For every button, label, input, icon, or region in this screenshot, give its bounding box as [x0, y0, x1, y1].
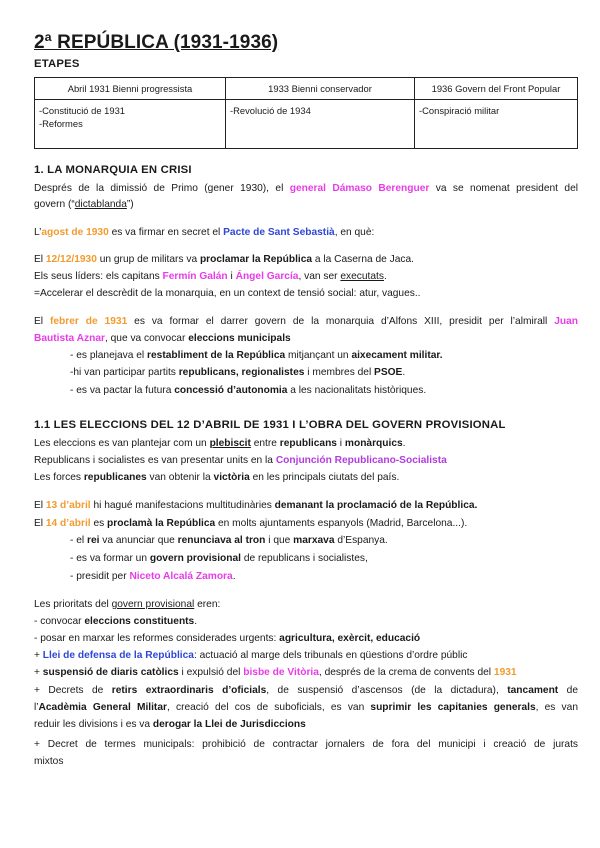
text-run: va anunciar que	[99, 535, 178, 546]
underlined-term: dictablanda	[74, 199, 127, 210]
table-cell	[35, 100, 226, 149]
text-run: - presidit per	[70, 571, 130, 582]
text-run: , de suspensió d’ascensos (de la dictadura),	[266, 685, 508, 696]
underlined-term: plebiscit	[209, 438, 251, 449]
text-run: .	[232, 571, 236, 582]
bold-term: retirs extraordinaris d’oficials	[111, 685, 267, 696]
bold-term: republicans, regionalistes	[178, 367, 305, 378]
list-line	[34, 718, 306, 731]
bold-term: renunciava al tron	[177, 535, 266, 546]
text-run: entre	[250, 438, 280, 449]
highlight-date: 12/12/1930	[45, 254, 97, 265]
text-run: govern (“	[34, 199, 75, 210]
text-run: un grup de militars va	[96, 254, 200, 265]
text-run: .	[402, 367, 406, 378]
bold-term: suspensió de diaris catòlics	[42, 667, 179, 678]
bold-term: proclamar la República	[199, 254, 313, 265]
bullet-line	[70, 552, 368, 565]
paragraph-line	[34, 198, 134, 211]
list-line	[34, 649, 467, 662]
text-run: L’	[34, 227, 42, 238]
paragraph-line	[34, 598, 220, 611]
text-run: , en què:	[334, 227, 375, 238]
list-line	[34, 684, 578, 697]
text-run: El	[34, 254, 46, 265]
text-run: de	[558, 685, 578, 696]
list-line: mixtos	[34, 756, 64, 767]
table-header-row	[35, 78, 578, 100]
bold-term: aixecament militar.	[351, 350, 443, 361]
text-run: -hi van participar partits	[70, 367, 179, 378]
paragraph-line	[34, 315, 578, 328]
highlight-date: 14 d’abril	[45, 518, 91, 529]
text-run: ”)	[126, 199, 134, 210]
bold-term: agricultura, exèrcit, educació	[279, 633, 421, 644]
highlight-law: Llei de defensa de la República	[42, 650, 194, 661]
text-run: i	[336, 438, 345, 449]
text-run: i membres del	[304, 367, 375, 378]
highlight-date: febrer de 1931	[49, 316, 128, 327]
table-header-cell: Abril 1931 Bienni progressista	[35, 78, 226, 100]
bullet-line	[70, 349, 443, 362]
bold-term: eleccions constituents	[84, 616, 195, 627]
text-run: - el	[70, 535, 87, 546]
bold-term: victòria	[213, 472, 250, 483]
section-heading: 1.1 LES ELECCIONS DEL 12 D’ABRIL DE 1931 I L’OBRA DEL GOVERN PROVISIONAL	[34, 419, 506, 431]
text-run: .	[402, 438, 406, 449]
table-header-cell: 1936 Govern del Front Popular	[415, 78, 578, 100]
table-cell	[415, 100, 578, 149]
text-run: en les principals ciutats del país.	[249, 472, 400, 483]
list-line	[34, 666, 517, 679]
paragraph-line	[34, 226, 374, 239]
text-run: Les forces	[34, 472, 84, 483]
bold-term: restabliment de la República	[147, 350, 286, 361]
highlight-person: general Dámaso Berenguer	[289, 183, 430, 194]
text-run: .	[383, 271, 387, 282]
text-run: + Decrets de	[34, 685, 112, 696]
text-run: - es va formar un	[70, 553, 150, 564]
highlight-person: Niceto Alcalá Zamora	[129, 571, 233, 582]
paragraph-line	[34, 182, 578, 195]
text-run: : actuació al marge dels tribunals en qüestions d’ordre públic	[193, 650, 468, 661]
bold-term: suprimir les capitanies generals	[370, 702, 536, 713]
bold-term: tancament	[507, 685, 559, 696]
bold-term: republicanes	[83, 472, 147, 483]
list-line	[34, 615, 197, 628]
text-run: hi hagué manifestacions multitudinàries	[90, 500, 275, 511]
etapes-heading: ETAPES	[34, 58, 80, 70]
bullet-line	[70, 570, 236, 583]
text-run: eren:	[194, 599, 221, 610]
underlined-term: govern provisional	[111, 599, 195, 610]
list-line: + Decret de termes municipals: prohibició de contractar jornalers de fora del municipi i creació de jurats	[34, 739, 578, 750]
page-title: 2ª REPÚBLICA (1931-1936)	[34, 32, 279, 53]
underlined-term: executats	[340, 271, 384, 282]
bold-term: derogar la Llei de Jurisdiccions	[152, 719, 306, 730]
text-run: es	[90, 518, 108, 529]
highlight-date: 13 d’abril	[45, 500, 91, 511]
text-run: d’Espanya.	[334, 535, 388, 546]
paragraph-line	[34, 517, 467, 530]
bold-term: rei	[86, 535, 100, 546]
paragraph-line	[34, 437, 406, 450]
text-run: El	[34, 316, 50, 327]
paragraph-line	[34, 471, 399, 484]
text-run: .	[194, 616, 198, 627]
cell-line: -Constitució de 1931	[39, 105, 125, 116]
paragraph-line	[34, 270, 387, 283]
bold-term: monàrquics	[344, 438, 403, 449]
section-heading: 1. LA MONARQUIA EN CRISI	[34, 164, 192, 176]
highlight-date: agost de 1930	[41, 227, 109, 238]
bullet-line	[70, 534, 388, 547]
paragraph-line	[34, 332, 291, 345]
bold-term: concessió d’autonomia	[174, 385, 288, 396]
text-run: +	[34, 650, 43, 661]
text-run: es va formar el darrer govern de la monarquia d’Alfons XIII, presidit per l’almirall	[127, 316, 555, 327]
highlight-event: Pacte de Sant Sebastià	[223, 227, 335, 238]
text-run: reduir les divisions i es va	[34, 719, 153, 730]
text-run: i	[227, 271, 236, 282]
cell-line: -Conspiració militar	[419, 105, 500, 116]
text-run: - es va pactar la futura	[70, 385, 175, 396]
text-run: , després de la crema de convents del	[318, 667, 494, 678]
cell-line: -Reformes	[39, 118, 83, 129]
text-run: - posar en marxar les reformes considerades urgents:	[34, 633, 280, 644]
bold-term: proclamà la República	[107, 518, 216, 529]
bold-term: Acadèmia General Militar	[38, 702, 167, 713]
bullet-line	[70, 366, 405, 379]
text-run: Els seus líders: els capitans	[34, 271, 163, 282]
text-run: i que	[265, 535, 294, 546]
text-run: de republicans i socialistes,	[240, 553, 368, 564]
list-line	[34, 701, 578, 714]
highlight-person: Bautista Aznar	[34, 333, 105, 344]
text-run: El	[34, 500, 46, 511]
paragraph-line	[34, 454, 447, 467]
text-run: Les eleccions es van plantejar com un	[34, 438, 210, 449]
text-run: El	[34, 518, 46, 529]
etapes-table	[34, 77, 578, 149]
bold-term: republicans	[279, 438, 337, 449]
text-run: l’	[34, 702, 39, 713]
text-run: , van ser	[298, 271, 341, 282]
text-run: , creació del cos de suboficials, es van	[166, 702, 371, 713]
text-run: , es van	[535, 702, 578, 713]
table-row	[35, 100, 578, 149]
cell-line: -Revolució de 1934	[230, 105, 311, 116]
text-run: +	[34, 667, 43, 678]
bold-term: PSOE	[374, 367, 403, 378]
bold-term: demanant la proclamació de la República.	[274, 500, 478, 511]
text-run: i expulsió del	[178, 667, 244, 678]
bold-term: eleccions municipals	[188, 333, 291, 344]
text-run: va se nomenat president del	[429, 183, 578, 194]
bold-term: govern provisional	[149, 553, 241, 564]
text-run: van obtenir la	[146, 472, 214, 483]
bold-term: marxava	[293, 535, 335, 546]
highlight-date: 1931	[493, 667, 517, 678]
text-run: , que va convocar	[104, 333, 189, 344]
text-run: - es planejava el	[70, 350, 148, 361]
text-run: Les prioritats del	[34, 599, 112, 610]
table-header-cell: 1933 Bienni conservador	[226, 78, 415, 100]
text-run: es va firmar en secret el	[108, 227, 224, 238]
highlight-person: Fermín Galán	[162, 271, 228, 282]
text-run: mitjançant un	[285, 350, 352, 361]
bullet-line	[70, 384, 426, 397]
highlight-person: bisbe de Vitòria	[243, 667, 319, 678]
highlight-person: Juan	[554, 316, 579, 327]
text-run: - convocar	[34, 616, 85, 627]
paragraph-line	[34, 253, 414, 266]
highlight-person: Ángel García	[235, 271, 299, 282]
table-cell	[226, 100, 415, 149]
paragraph-line	[34, 499, 477, 512]
paragraph-line: =Accelerar el descrèdit de la monarquia, en un context de tensió social: atur, vagues..	[34, 288, 421, 299]
highlight-party: Conjunción Republicano-Socialista	[275, 455, 447, 466]
text-run: Després de la dimissió de Primo (gener 1930), el	[34, 183, 290, 194]
text-run: a les nacionalitats històriques.	[287, 385, 427, 396]
text-run: Republicans i socialistes es van presentar units en la	[34, 455, 276, 466]
text-run: a la Caserna de Jaca.	[312, 254, 414, 265]
text-run: en molts ajuntaments espanyols (Madrid, Barcelona...).	[215, 518, 468, 529]
list-line	[34, 632, 420, 645]
